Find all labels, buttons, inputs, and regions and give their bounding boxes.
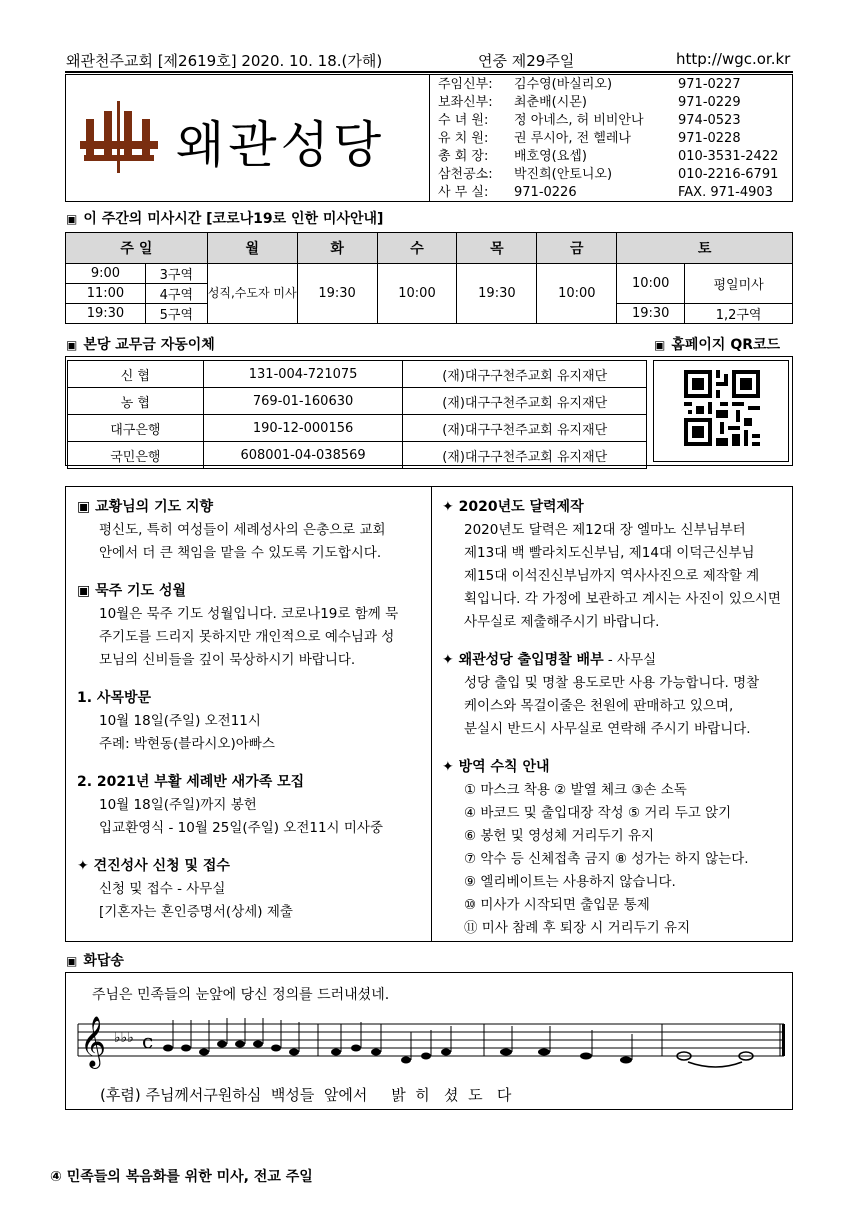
notices-left (77, 496, 427, 924)
psalm-section-title: ▣ 화답송 (66, 953, 124, 969)
day-saturday: 토 (617, 233, 793, 264)
staff-row: 주임신부: 김수영(바실리오) 971-0227 (438, 77, 741, 92)
day-tuesday: 화 (297, 233, 377, 264)
notice-item: ✦ 2020년도 달력제작 2020년도 달력은 제12대 장 엘마노 신부님부터 제13대 백 빨라치도신부님, 제14대 이덕근신부님 제15대 이석진신부님까지 역사사진으로 제작할 계 획입니다. 각 가정에 보관하고 계시는 사진이 있으시면 사무실로 제출해주시기 바랍니다. (442, 499, 781, 630)
bulletin-info: 왜관천주교회 [제2619호] 2020. 10. 18.(가해) (66, 52, 383, 70)
notice-item: ▣ 교황님의 기도 지향 평신도, 특히 여성들이 세례성사의 은총으로 교회 안에서 더 큰 책임을 맡을 수 있도록 기도합시다. (77, 499, 386, 561)
bank-row: 농 협 769-01-160630 (재)대구구천주교회 유지재단 (68, 388, 647, 415)
staff-row: 수 녀 원: 정 아네스, 허 비비안나 974-0523 (438, 113, 741, 128)
notice-item: 2. 2021년 부활 세례반 새가족 모집 10월 18일(주일)까지 봉헌 입교환영식 - 10월 25일(주일) 오전11시 미사중 (77, 774, 384, 836)
logo-title: 왜관성당 (176, 116, 386, 174)
psalm-lyrics: (후렴) 주님께서구원하심 백성들 앞에서 밝 히 셨 도 다 (100, 1086, 512, 1104)
church-logo-icon (80, 101, 158, 173)
bank-row: 신 협 131-004-721075 (재)대구구천주교회 유지재단 (68, 361, 647, 388)
notices-right (442, 496, 787, 940)
notice-item: ✦ 방역 수칙 안내 ① 마스크 착용 ② 발열 체크 ③손 소독 ④ 바코드 및 출입대장 작성 ⑤ 거리 두고 앉기 ⑥ 봉헌 및 영성체 거리두기 유지 ⑦ 악수 등 신체접촉 금지 ⑧ 성가는 하지 않는다. ⑨ 엘리베이트는 사용하지 않습니다. ⑩ 미사가 시작되면 출입문 통제 ⑪ 미사 참례 후 퇴장 시 거리두기 유지 (442, 759, 749, 936)
day-friday: 금 (537, 233, 617, 264)
day-wednesday: 수 (377, 233, 457, 264)
svg-text:c: c (142, 1029, 154, 1053)
bank-row: 국민은행 608001-04-038569 (재)대구구천주교회 유지재단 (68, 442, 647, 469)
day-sunday: 주 일 (66, 233, 208, 264)
notice-item: ▣ 묵주 기도 성월 10월은 묵주 기도 성월입니다. 코로나19로 함께 묵 주기도를 드리지 못하지만 개인적으로 예수님과 성 모님의 신비들을 깊이 묵상하시기 바랍니다. (77, 583, 399, 668)
bank-table (67, 360, 647, 469)
staff-row: 삼천공소: 박진희(안토니오) 010-2216-6791 (438, 167, 779, 182)
music-staff (76, 1010, 788, 1082)
staff-row: 보좌신부: 최춘배(시몬) 971-0229 (438, 95, 741, 110)
staff-list (438, 76, 778, 202)
footer-note: ④ 민족들의 복음화를 위한 미사, 전교 주일 (50, 1169, 313, 1185)
mass-schedule-table: 주 일 월 화 수 목 금 토 9:00 3구역 성직,수도자 미사 19:30 10:00 19:30 10:00 10:00 평일미사 11:00 4구역 19:30 5구역 19:30 1,2구역 (65, 232, 793, 324)
mass-section-title: ▣ 이 주간의 미사시간 [코로나19로 인한 미사안내] (66, 211, 384, 227)
bank-section-title: ▣ 본당 교무금 자동이체 (66, 337, 215, 353)
day-thursday: 목 (457, 233, 537, 264)
svg-text:♭♭♭: ♭♭♭ (114, 1030, 134, 1046)
staff-row: 사 무 실: 971-0226 FAX. 971-4903 (438, 185, 773, 200)
notice-item: ✦ 견진성사 신청 및 접수 신청 및 접수 - 사무실 [기혼자는 혼인증명서(상세) 제출 (77, 858, 293, 920)
qr-section-title: ▣ 홈페이지 QR코드 (654, 337, 781, 353)
psalm-verse: 주님은 민족들의 눈앞에 당신 정의를 드러내셨네. (92, 987, 390, 1003)
notice-item: 1. 사목방문 10월 18일(주일) 오전11시 주례: 박현동(블라시오)아빠스 (77, 690, 275, 752)
header-rule (65, 71, 793, 73)
masthead (65, 74, 793, 202)
notice-item: ✦ 왜관성당 출입명찰 배부 - 사무실 성당 출입 및 명찰 용도로만 사용 가능합니다. 명찰 케이스와 목걸이줄은 천원에 판매하고 있으며, 분실시 반드시 사무실로 연락해 주시기 바랍니다. (442, 652, 760, 737)
liturgical-day: 연중 제29주일 (478, 52, 575, 70)
day-monday: 월 (207, 233, 297, 264)
bank-row: 대구은행 190-12-000156 (재)대구구천주교회 유지재단 (68, 415, 647, 442)
staff-row: 유 치 원: 권 루시아, 전 헬레나 971-0228 (438, 131, 741, 146)
qr-code-icon[interactable] (684, 370, 760, 446)
masthead-divider (429, 75, 430, 201)
notices-divider (431, 487, 432, 941)
staff-row: 총 회 장: 배호영(요셉) 010-3531-2422 (438, 149, 779, 164)
website-link[interactable]: http://wgc.or.kr (676, 50, 791, 68)
svg-text:𝄞: 𝄞 (80, 1016, 107, 1067)
